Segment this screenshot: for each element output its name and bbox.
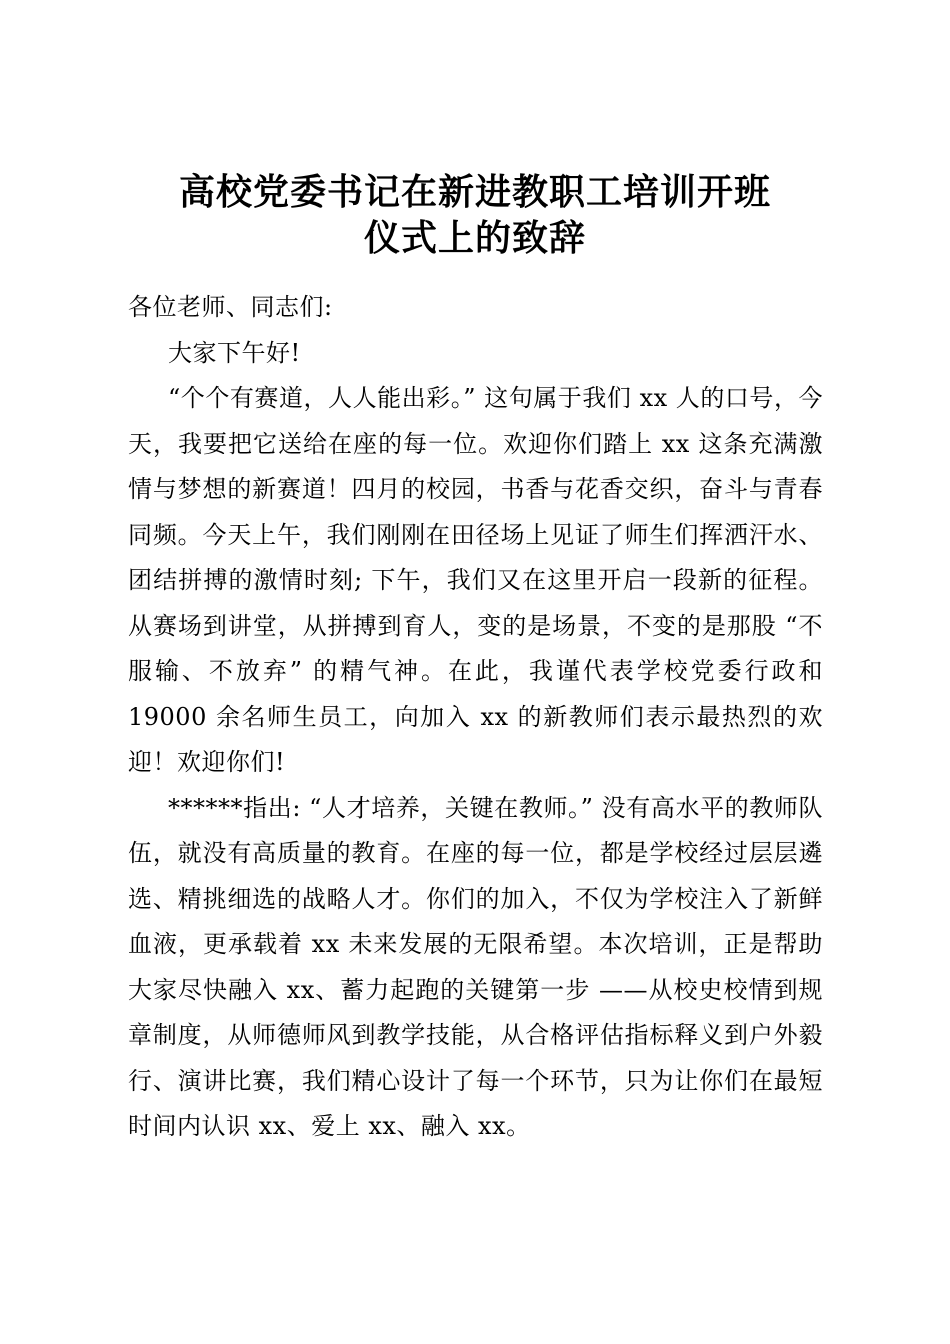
document-title-line-2: 仪式上的致辞 [363, 218, 586, 259]
document-body [128, 285, 823, 1150]
greeting: 大家下午好! [168, 338, 301, 367]
paragraph-2: ******指出: “人才培养，关键在教师。” 没有高水平的教师队伍，就没有高质量的教育。在座的每一位，都是学校经过层层遴选、精挑细选的战略人才。你们的加入，不仅为学校注入了新鲜血液，更承载着 xx 未来发展的无限希望。本次培训，正是帮助大家尽快融入 xx、蓄力起跑的关键第一步 ——从校史校情到规章制度，从师德师风到教学技能，从合格评估指标释义到户外毅行、演讲比赛，我们精心设计了每一个环节，只为让你们在最短时间内认识 xx、爱上 xx、融入 xx。 [128, 793, 823, 1140]
paragraph-1: “个个有赛道，人人能出彩。” 这句属于我们 xx 人的口号，今天，我要把它送给在座的每一位。欢迎你们踏上 xx 这条充满激情与梦想的新赛道！四月的校园，书香与花香交织，奋斗与青春同频。今天上午，我们刚刚在田径场上见证了师生们挥洒汗水、团结拼搏的激情时刻; 下午，我们又在这里开启一段新的征程。从赛场到讲堂，从拼搏到育人，变的是场景，不变的是那股 “不服输、不放弃” 的精气神。在此，我谨代表学校党委行政和 19000 余名师生员工，向加入 xx 的新教师们表示最热烈的欢迎！欢迎你们! [128, 384, 823, 776]
document-title-line-1: 高校党委书记在新进教职工培训开班 [178, 172, 771, 213]
salutation: 各位老师、同志们: [128, 293, 333, 321]
